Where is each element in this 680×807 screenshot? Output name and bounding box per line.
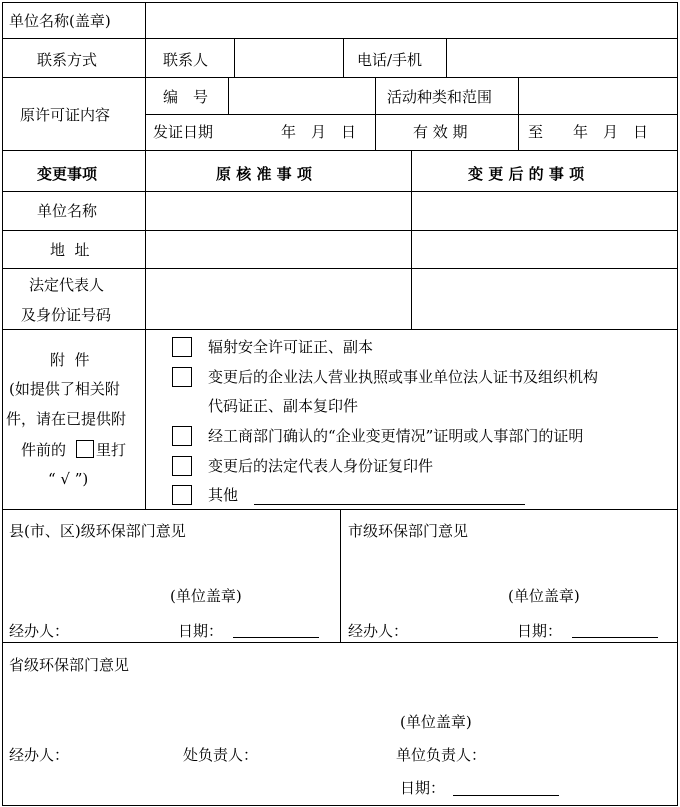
- province-date-label: 日期：: [400, 779, 446, 797]
- attachment-item-change-proof: 经工商部门确认的“企业变更情况”证明或人事部门的证明: [208, 427, 584, 445]
- county-stamp: (单位盖章): [170, 587, 242, 605]
- county-date-label: 日期：: [178, 622, 224, 640]
- contact-person-field[interactable]: [235, 39, 343, 77]
- change-item-header: 变更事项: [37, 165, 98, 183]
- license-label: 原许可证内容: [20, 106, 111, 124]
- original-header: 原 核 准 事 项: [216, 165, 312, 183]
- attachment-checkbox-other[interactable]: [172, 485, 192, 505]
- province-handler-label: 经办人：: [9, 746, 70, 764]
- unit-name-label: 单位名称(盖章): [9, 12, 111, 30]
- county-handler-label: 经办人：: [9, 622, 70, 640]
- contact-label: 联系方式: [37, 51, 98, 69]
- address-new-field[interactable]: [412, 231, 677, 268]
- city-stamp: (单位盖章): [508, 587, 580, 605]
- issue-date-label: 发证日期: [153, 123, 214, 141]
- contact-person-label: 联系人: [163, 51, 209, 69]
- county-date-field[interactable]: [233, 637, 319, 638]
- attachments-note-line1: (如提供了相关附: [9, 380, 120, 398]
- unit-name-new-field[interactable]: [412, 192, 677, 230]
- license-number-field[interactable]: [229, 78, 375, 114]
- unit-name-field[interactable]: [146, 3, 677, 38]
- attachment-checkbox-license[interactable]: [172, 337, 192, 357]
- phone-field[interactable]: [447, 39, 677, 77]
- license-number-label: 编 号: [163, 88, 209, 106]
- attachment-item-business-license: 变更后的企业法人营业执照或事业单位法人证书及组织机构: [208, 368, 599, 386]
- activity-scope-label: 活动种类和范围: [387, 88, 493, 106]
- attachments-note-line3b: 里打: [96, 441, 127, 459]
- attachments-note-line3a: 件前的: [21, 441, 67, 459]
- province-opinion-field[interactable]: [3, 680, 677, 710]
- validity-format: 至 年 月 日: [528, 123, 649, 141]
- new-header: 变 更 后 的 事 项: [468, 165, 585, 183]
- county-opinion-field[interactable]: [3, 545, 339, 585]
- legal-rep-new-field[interactable]: [412, 269, 677, 329]
- attachment-checkbox-id-copy[interactable]: [172, 456, 192, 476]
- attachment-item-license: 辐射安全许可证正、副本: [208, 338, 374, 356]
- phone-label: 电话/手机: [357, 51, 423, 69]
- note-checkbox-icon: [76, 440, 94, 458]
- city-opinion-field[interactable]: [341, 545, 677, 585]
- city-date-field[interactable]: [572, 637, 658, 638]
- validity-label: 有 效 期: [413, 123, 468, 141]
- section-head-label: 处负责人：: [183, 746, 259, 764]
- other-underline-field[interactable]: [254, 504, 525, 505]
- row-id-number-label: 及身份证号码: [21, 306, 112, 324]
- issue-date-format: 年 月 日: [281, 123, 357, 141]
- city-handler-label: 经办人：: [348, 622, 409, 640]
- attachment-item-other: 其他: [208, 486, 239, 504]
- row-address-label: 地 址: [50, 241, 90, 259]
- city-opinion-title: 市级环保部门意见: [348, 522, 469, 540]
- activity-scope-field[interactable]: [519, 78, 677, 114]
- attachment-item-id-copy: 变更后的法定代表人身份证复印件: [208, 457, 434, 475]
- province-opinion-title: 省级环保部门意见: [9, 656, 130, 674]
- county-opinion-title: 县(市、区)级环保部门意见: [9, 522, 186, 540]
- unit-head-label: 单位负责人：: [396, 746, 487, 764]
- attachments-note-line4: “ √ ”): [48, 470, 89, 488]
- province-date-field[interactable]: [453, 795, 559, 796]
- row-unit-name-label: 单位名称: [37, 202, 98, 220]
- legal-rep-original-field[interactable]: [146, 269, 411, 329]
- province-stamp: (单位盖章): [400, 713, 472, 731]
- attachment-item-business-license-cont: 代码证正、副本复印件: [208, 397, 359, 415]
- attachments-note-line2: 件，请在已提供附: [6, 410, 127, 428]
- attachment-checkbox-business-license[interactable]: [172, 367, 192, 387]
- city-date-label: 日期：: [517, 622, 563, 640]
- attachment-checkbox-change-proof[interactable]: [172, 426, 192, 446]
- row-legal-rep-label: 法定代表人: [29, 276, 105, 294]
- address-original-field[interactable]: [146, 231, 411, 268]
- unit-name-original-field[interactable]: [146, 192, 411, 230]
- attachments-label: 附 件: [50, 351, 90, 369]
